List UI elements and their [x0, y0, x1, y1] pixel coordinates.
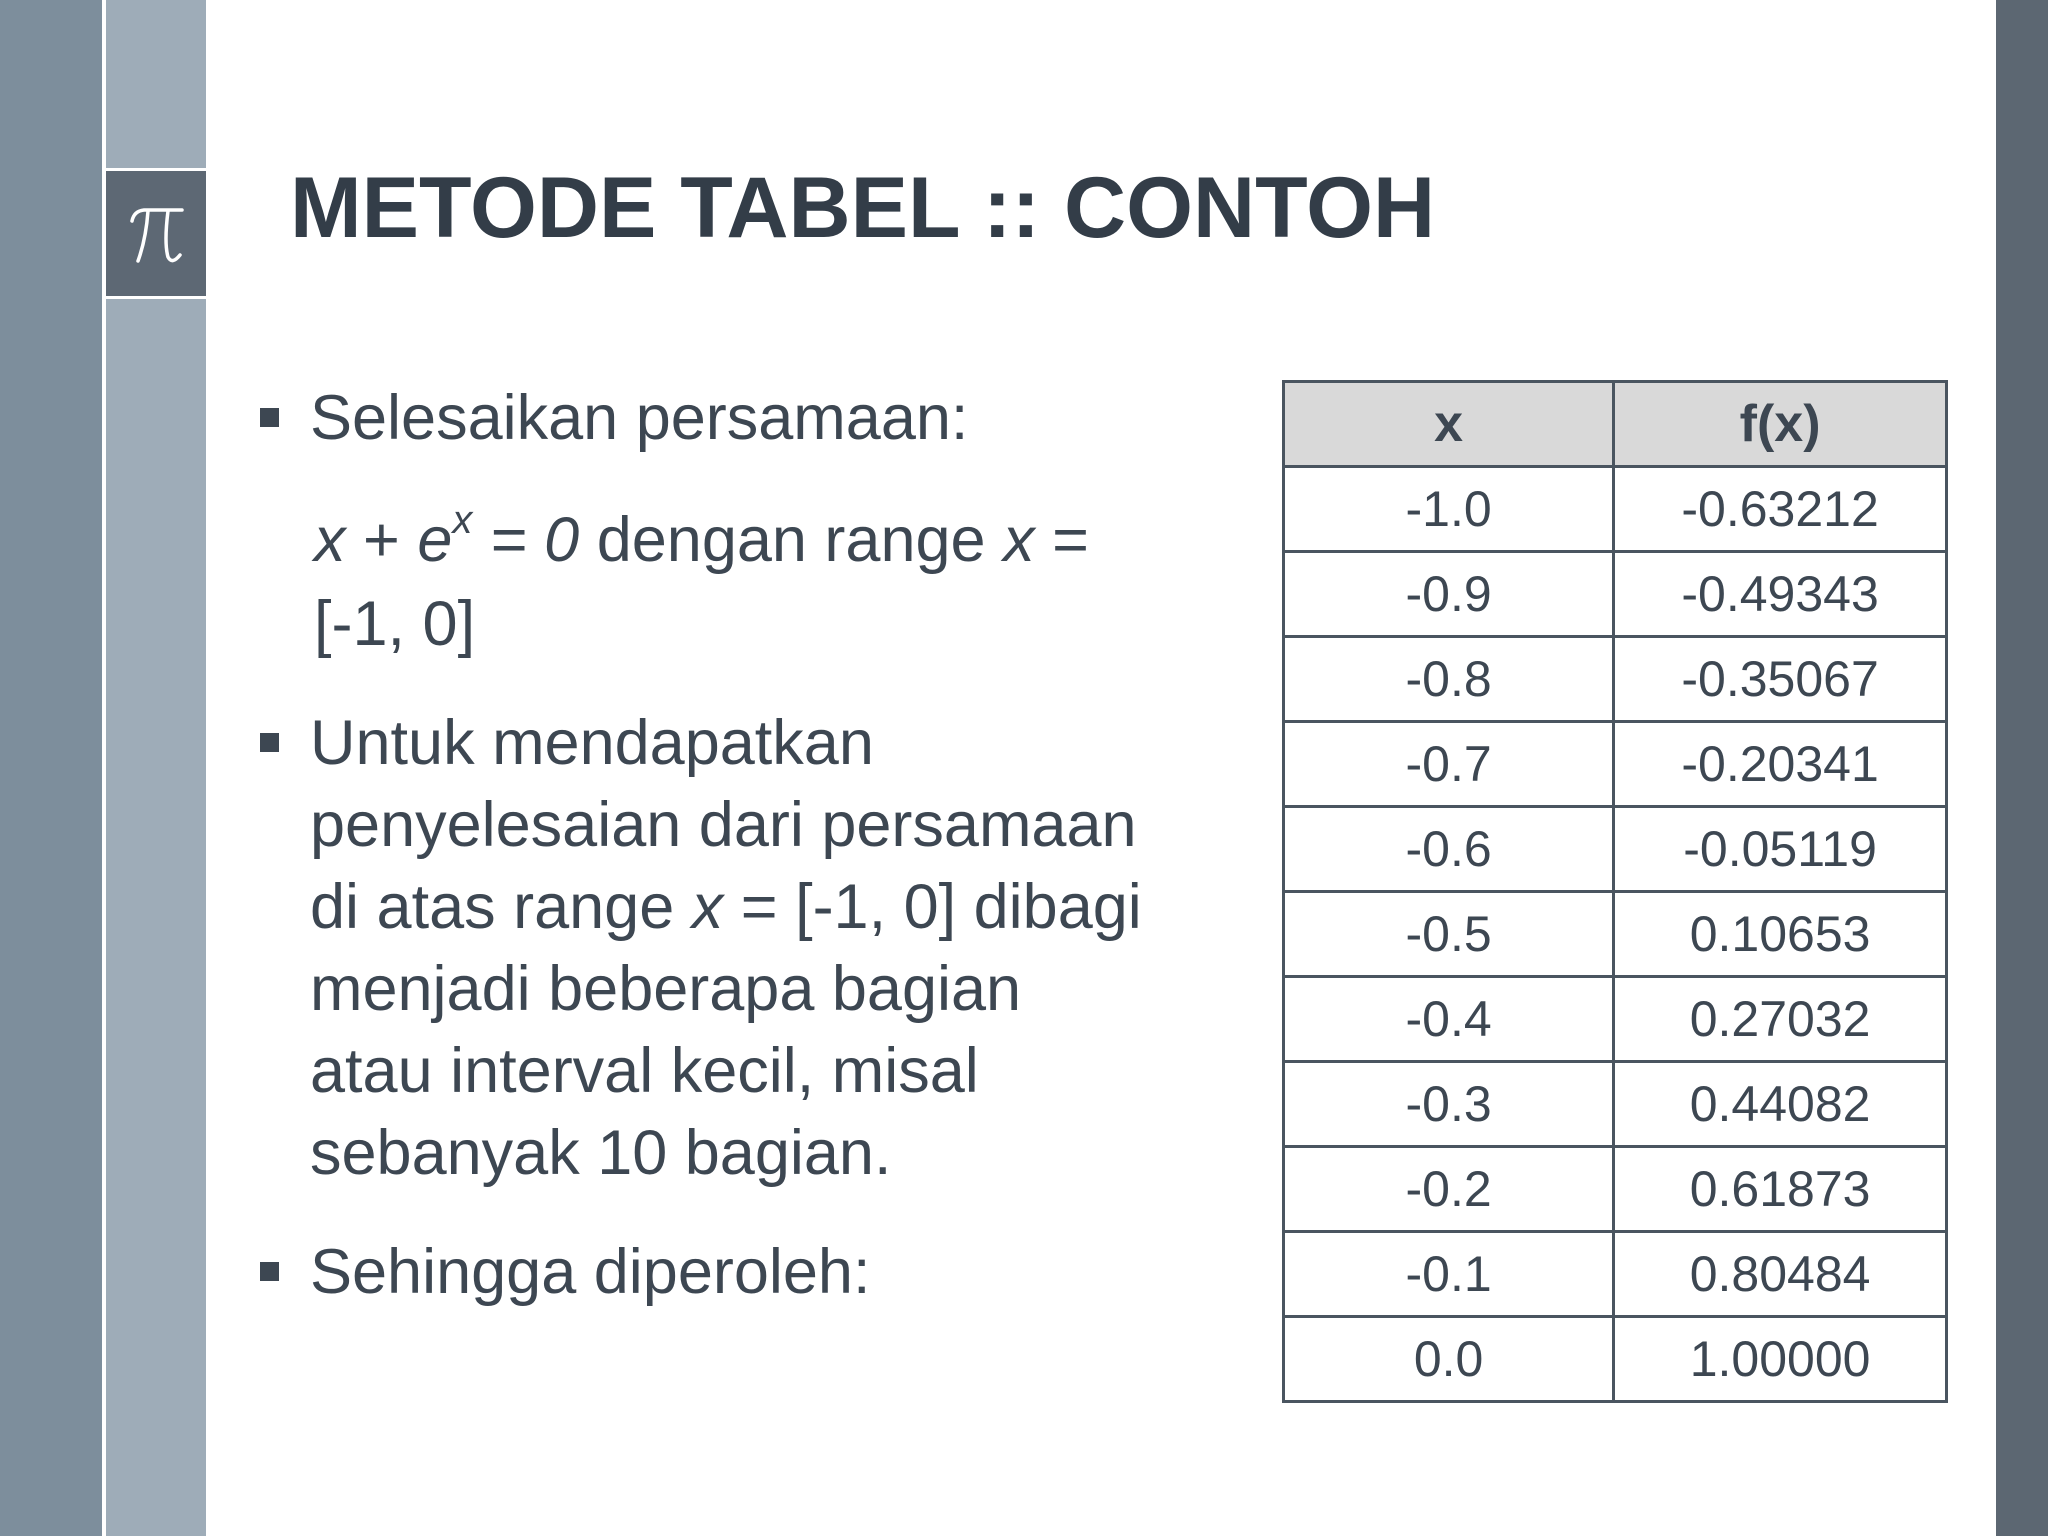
table-row	[1284, 1147, 1947, 1232]
eq-tail: =	[1034, 505, 1089, 575]
pi-icon	[124, 199, 188, 269]
bullet-marker	[260, 408, 279, 427]
bullet-2-line-3-x: x	[691, 872, 724, 942]
bullet-marker	[260, 1262, 279, 1281]
eq-var-x: x	[314, 505, 346, 575]
cell-x: -0.7	[1284, 722, 1614, 807]
cell-x: -0.4	[1284, 977, 1614, 1062]
bullet-2-line-2: penyelesaian dari persamaan	[310, 790, 1137, 860]
equation-line	[314, 499, 1089, 581]
table-row	[1284, 1317, 1947, 1402]
left-band-dark	[0, 0, 102, 1536]
slide-title: METODE TABEL :: CONTOH	[290, 160, 1436, 256]
cell-fx: -0.35067	[1614, 637, 1947, 722]
table-row	[1284, 892, 1947, 977]
cell-fx: 0.61873	[1614, 1147, 1947, 1232]
bullet-2-line-3-a: di atas range	[310, 872, 692, 942]
table-row	[1284, 1232, 1947, 1317]
table-row	[1284, 637, 1947, 722]
table-row	[1284, 977, 1947, 1062]
eq-e: e	[417, 505, 453, 575]
bullet-2-line-6: sebanyak 10 bagian.	[310, 1118, 892, 1188]
bullet-marker	[260, 733, 279, 752]
cell-fx: 0.44082	[1614, 1062, 1947, 1147]
eq-range-text: dengan range	[579, 505, 1004, 575]
table-header-x: x	[1284, 382, 1614, 467]
cell-x: -0.2	[1284, 1147, 1614, 1232]
cell-fx: 0.27032	[1614, 977, 1947, 1062]
eq-equals-zero: = 0	[472, 505, 580, 575]
bullet-2-line-3-b: = [-1, 0] dibagi	[723, 872, 1142, 942]
bullet-2-line-3	[310, 866, 1142, 948]
cell-x: -0.5	[1284, 892, 1614, 977]
bullet-2-line-5: atau interval kecil, misal	[310, 1036, 979, 1106]
cell-x: -0.3	[1284, 1062, 1614, 1147]
eq-exponent: x	[452, 498, 473, 542]
cell-x: -0.9	[1284, 552, 1614, 637]
cell-x: -0.1	[1284, 1232, 1614, 1317]
bullet-2-line-4: menjadi beberapa bagian	[310, 954, 1022, 1024]
table-header-row	[1284, 382, 1947, 467]
cell-fx: 0.10653	[1614, 892, 1947, 977]
table-row	[1284, 552, 1947, 637]
table-row	[1284, 1062, 1947, 1147]
cell-fx: -0.63212	[1614, 467, 1947, 552]
cell-x: -0.8	[1284, 637, 1614, 722]
bullet-3-text: Sehingga diperoleh:	[310, 1237, 871, 1307]
cell-x: -1.0	[1284, 467, 1614, 552]
cell-x: -0.6	[1284, 807, 1614, 892]
table-row	[1284, 467, 1947, 552]
cell-fx: -0.49343	[1614, 552, 1947, 637]
cell-x: 0.0	[1284, 1317, 1614, 1402]
eq-var-x-2: x	[1003, 505, 1035, 575]
table-header-fx: f(x)	[1614, 382, 1947, 467]
cell-fx: -0.20341	[1614, 722, 1947, 807]
table-row	[1284, 807, 1947, 892]
table-row	[1284, 722, 1947, 807]
bullet-1-text: Selesaikan persamaan:	[310, 383, 969, 453]
cell-fx: -0.05119	[1614, 807, 1947, 892]
cell-fx: 0.80484	[1614, 1232, 1947, 1317]
logo-box	[106, 168, 206, 299]
eq-plus: +	[345, 505, 418, 575]
values-table	[1282, 380, 1948, 1403]
cell-fx: 1.00000	[1614, 1317, 1947, 1402]
bullet-2-line-1: Untuk mendapatkan	[310, 708, 874, 778]
equation-range: [-1, 0]	[314, 589, 476, 659]
right-band	[1996, 0, 2048, 1536]
